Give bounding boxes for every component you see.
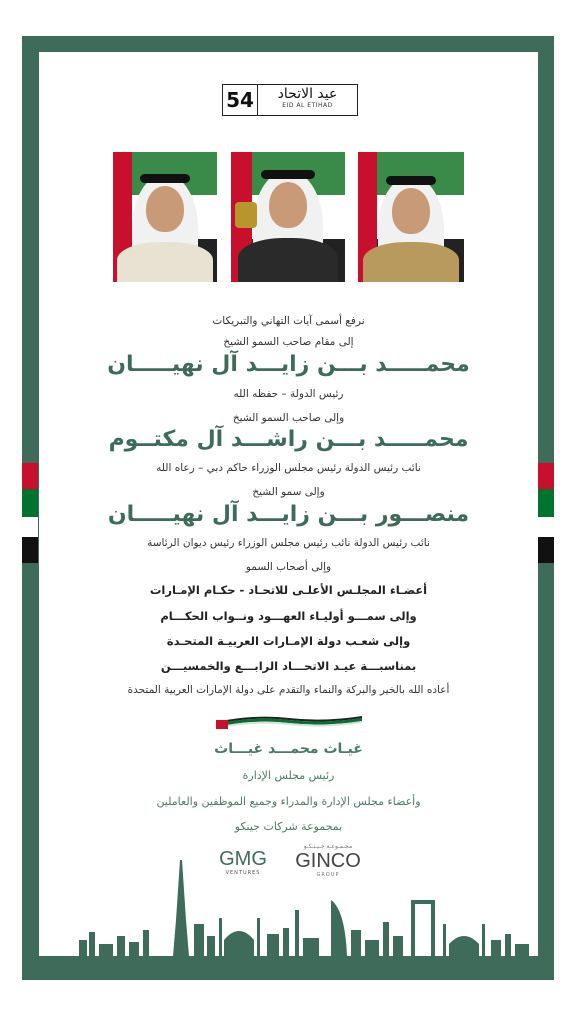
gmg-sub: VENTURES: [225, 870, 261, 876]
portrait-center: [231, 152, 345, 282]
addressee-4: وإلى أصحاب السمو: [245, 561, 332, 573]
uae-flag-right: [538, 463, 554, 563]
honoree-title-3: نائب رئيس الدولة نائب رئيس مجلس الوزراء رئيس ديوان الرئاسة: [147, 537, 430, 549]
bold-line-2: وإلى سمـــو أوليـاء العهـــود ونــواب الحكـــام: [160, 609, 417, 623]
honoree-title-1: رئيس الدولة – حفظه الله: [233, 388, 344, 400]
company-group: بمجموعة شركات جينكو: [234, 820, 343, 833]
chairman-name: غيـاث محمـــد غيـــاث: [214, 741, 363, 757]
bold-line-3: وإلى شعـب دولة الإمـارات العربيـة المتحـدة: [166, 634, 411, 648]
flag-ribbon: [214, 715, 364, 729]
gmg-text: GMG: [219, 848, 267, 870]
bold-line-1: أعضـاء المجلـس الأعلـى للاتحـاد - حكـام الإمـارات: [149, 583, 428, 597]
honoree-title-2: نائب رئيس الدولة رئيس مجلس الوزراء حاكم دبي – رعاه الله: [156, 462, 421, 474]
portrait-right: [358, 152, 464, 282]
honoree-name-3: منصـــور بـــن زايـــد آل نهيـــــان: [107, 502, 470, 527]
eid-al-etihad-logo: [222, 84, 358, 116]
logo-english: EID AL ETIHAD: [282, 102, 333, 109]
ginco-sub: GROUP: [316, 872, 340, 878]
board-members: وأعضاء مجلس الإدارة والمدراء وجميع الموظفين والعاملين: [156, 795, 421, 808]
intro-line: نرفع أسمى آيات التهاني والتبريكات: [212, 315, 365, 327]
portrait-left: [113, 152, 217, 282]
addressee-3: وإلى سمو الشيخ: [252, 486, 325, 498]
ginco-text: GINCO: [295, 850, 361, 872]
honoree-name-2: محمـــــد بـــن راشـــد آل مكتــوم: [108, 427, 469, 452]
logo-arabic: عيد الاتحاد: [277, 86, 338, 102]
logo-number: 54: [223, 85, 258, 115]
uae-flag-left: [22, 463, 38, 563]
bold-line-4: بمناسبـــة عيـد الاتحـــاد الرابـــع والخمسيـــن: [160, 659, 417, 673]
uae-skyline-illustration: [39, 860, 538, 964]
addressee-1: إلى مقام صاحب السمو الشيخ: [223, 336, 354, 348]
ginco-arabic: مجـمـوعـة جـيـنـكـو: [303, 843, 353, 850]
honoree-name-1: محمـــــد بـــن زايـــد آل نهيـــــان: [107, 352, 470, 377]
chairman-role: رئيس مجلس الإدارة: [242, 769, 335, 782]
addressee-2: وإلى صاحب السمو الشيخ: [232, 412, 345, 424]
closing-line: أعاده الله بالخير والبركة والنماء والتقدم على دولة الإمارات العربية المتحدة: [127, 684, 450, 696]
